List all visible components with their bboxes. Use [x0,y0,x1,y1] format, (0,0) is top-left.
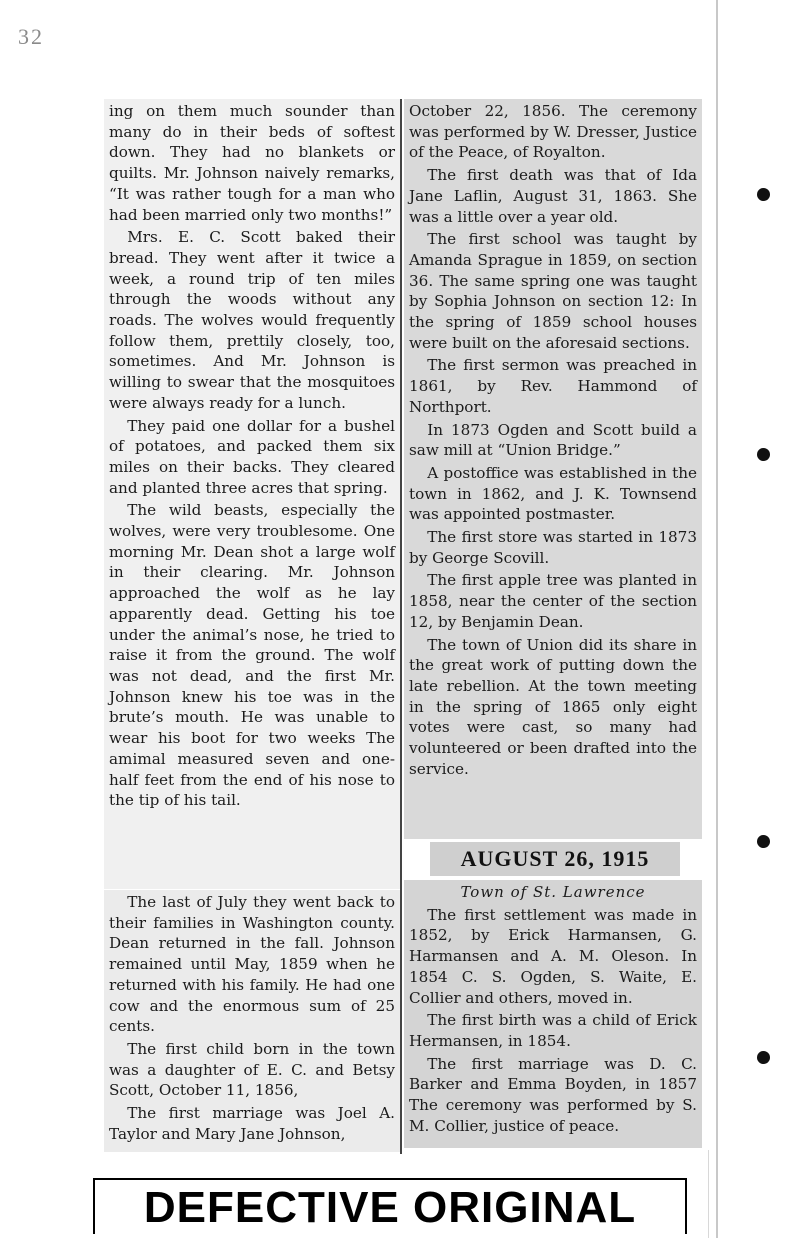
paragraph: The first marriage was D. C. Barker and Emma Boyden, in 1857 The ceremony was performed by S. M. Collier, justice of peace. [409,1054,697,1135]
paragraph: The first sermon was preached in 1861, by Rev. Hammond of Northport. [409,356,697,416]
paragraph: The wild beasts, especially the wolves, were very troublesome. One morning Mr. Dean shot a large wolf in their clearing. Mr. Johnson approached the wolf as he lay apparently dead. Getting his toe under the animal’s nose, he tried to raise it from the ground. The wolf was not dead, and the first Mr. Johnson knew his toe was in the brute’s mouth. He was unable to wear his boot for two weeks The amimal measured seven and one-half feet from the end of his nose to the tip of his tail. [109,501,395,810]
paragraph: The town of Union did its share in the great work of putting down the late rebellion. At the town meeting in the spring of 1865 only eight votes were cast, so many had volunteered or been drafted into the service. [409,635,697,778]
right-column-clipping-bottom [404,880,702,1148]
paragraph: ing on them much sounder than many do in their beds of softest down. They had no blankets or quilts. Mr. Johnson naively remarks, “It was rather tough for a man who had been married only two months!” [109,102,395,224]
binder-hole-dot [757,448,770,461]
paragraph: The first school was taught by Amanda Sprague in 1859, on section 36. The same spring one was taught by Sophia Johnson on section 12: In the spring of 1859 school houses were built on the aforesaid sections. [409,230,697,352]
binder-hole-dot [757,1051,770,1064]
page-edge-line [716,0,718,1238]
column-divider [400,99,402,1154]
defective-original-stamp: DEFECTIVE ORIGINAL [93,1178,687,1234]
binder-hole-dot [757,188,770,201]
paragraph: The first marriage was Joel A. Taylor and Mary Jane Johnson, [109,1104,395,1143]
paragraph: The first apple tree was planted in 1858, near the center of the section 12, by Benjamin Dean. [409,571,697,631]
paragraph: The last of July they went back to their families in Washington county. Dean returned in the fall. Johnson remained until May, 1859 when he returned with his family. He had one cow and the enormous sum of 25 cents. [109,893,395,1036]
paragraph: The first death was that of Ida Jane Laflin, August 31, 1863. She was a little over a year old. [409,166,697,226]
paragraph: The first birth was a child of Erick Hermansen, in 1854. [409,1011,697,1050]
paragraph: The first settlement was made in 1852, by Erick Harmansen, G. Harmansen and A. M. Oleson. In 1854 C. S. Ogden, S. Waite, E. Collier and others, moved in. [409,905,697,1007]
page-number: 32 [18,24,44,49]
paragraph: Mrs. E. C. Scott baked their bread. They went after it twice a week, a round trip of ten miles through the woods without any roads. The wolves would frequently follow them, prettily closely, too, sometimes. And Mr. Johnson is willing to swear that the mosquitoes were always ready for a lunch. [109,228,395,412]
date-heading: AUGUST 26, 1915 [430,842,680,876]
section-subheading: Town of St. Lawrence [460,883,646,901]
binder-hole-dot [757,835,770,848]
right-column-clipping-top [404,99,702,839]
paragraph: The first child born in the town was a daughter of E. C. and Betsy Scott, October 11, 1856, [109,1039,395,1100]
page-edge-line-secondary [708,1150,709,1238]
left-column-clipping-top [104,99,400,889]
paragraph: In 1873 Ogden and Scott build a saw mill at “Union Bridge.” [409,420,697,460]
paragraph: October 22, 1856. The ceremony was performed by W. Dresser, Justice of the Peace, of Royalton. [409,102,697,162]
paragraph: The first store was started in 1873 by George Scovill. [409,528,697,567]
left-column-clipping-bottom [104,890,400,1152]
paragraph: A postoffice was established in the town in 1862, and J. K. Townsend was appointed postmaster. [409,463,697,524]
paragraph: They paid one dollar for a bushel of potatoes, and packed them six miles on their backs. They cleared and planted three acres that spring. [109,416,395,497]
